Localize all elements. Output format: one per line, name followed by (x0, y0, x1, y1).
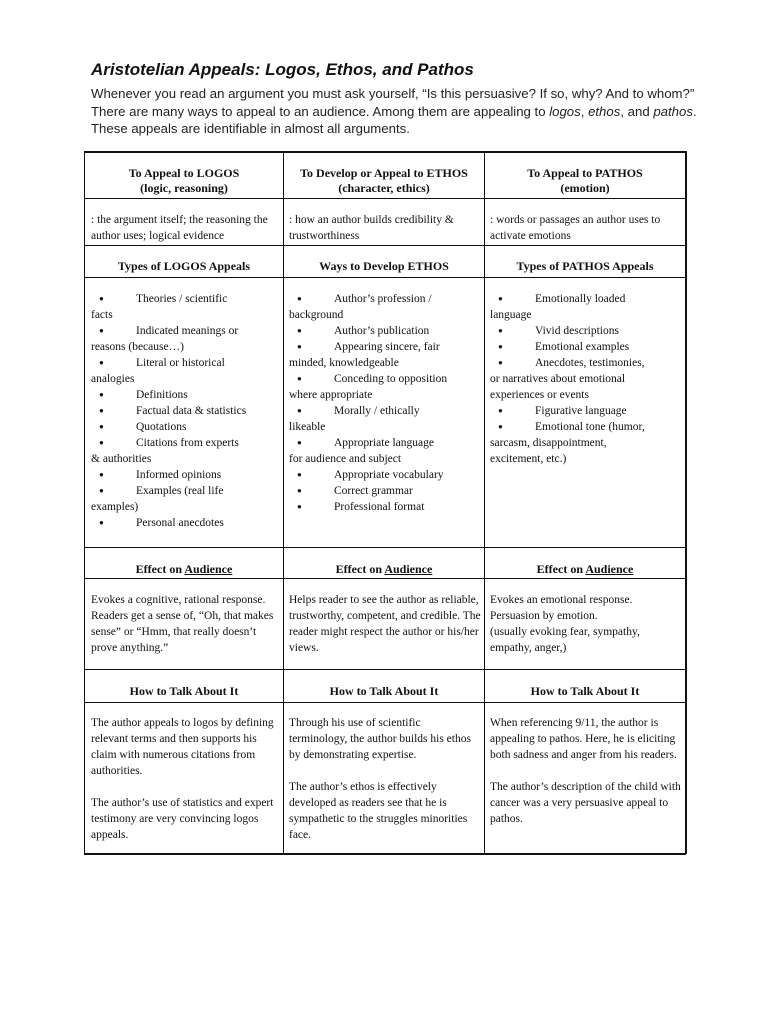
types-list-item-text: Appearing sincere, fair (334, 341, 440, 353)
effect-text (289, 592, 481, 656)
talk-example-line: testimony are very convincing logos (91, 813, 259, 825)
paragraph-gap (490, 763, 681, 779)
bullet-icon: ● (498, 342, 503, 351)
talk-example-line: terminology, the author builds his ethos (289, 733, 471, 745)
talk-example-line: developed as readers see that he is (289, 797, 447, 809)
types-list-item-text: excitement, etc.) (490, 453, 567, 465)
types-list-item (91, 515, 246, 531)
types-list-item (91, 387, 246, 403)
definition-line: : words or passages an author uses to (490, 214, 661, 226)
types-list-item-text: Emotionally loaded (535, 293, 626, 305)
intro-line-2: There are many ways to appeal to an audience. Among them are appealing to logos, ethos, and pathos. (91, 103, 697, 119)
effect-line: Evokes a cognitive, rational response. (91, 594, 266, 606)
talk-example-line: The author’s use of statistics and expert (91, 797, 274, 809)
types-list-item-text: Anecdotes, testimonies, (535, 357, 645, 369)
types-list-item-text: Appropriate language (334, 437, 434, 449)
types-list-item (289, 291, 447, 323)
types-list-item (91, 467, 246, 483)
talk-example-line: face. (289, 829, 312, 841)
types-list-item-text: Figurative language (535, 405, 627, 417)
table-border-bottom (84, 853, 686, 855)
bullet-icon: ● (498, 422, 503, 431)
effect-line: Persuasion by emotion. (490, 610, 598, 622)
types-list-item-text: examples) (91, 501, 139, 513)
types-list-item (91, 483, 246, 515)
types-list-item-text: Literal or historical (136, 357, 225, 369)
paragraph-gap (91, 779, 274, 795)
bullet-icon: ● (99, 406, 104, 415)
talk-examples (91, 715, 274, 843)
effect-line: prove anything.” (91, 642, 169, 654)
table-border-left (84, 151, 85, 854)
table-rule-types-heading (84, 277, 686, 278)
types-list (91, 291, 246, 531)
effect-line: reader might respect the author or his/her (289, 626, 479, 638)
types-list-item-text: Professional format (334, 501, 425, 513)
bullet-icon: ● (99, 470, 104, 479)
effect-line: sense” or “Hmm, that really doesn’t (91, 626, 257, 638)
types-list-item-text: experiences or events (490, 389, 589, 401)
logos-term: logos (549, 103, 581, 119)
bullet-icon: ● (297, 438, 302, 447)
types-list-item-text: facts (91, 309, 113, 321)
talk-examples (490, 715, 681, 827)
bullet-icon: ● (498, 406, 503, 415)
definition-line: trustworthiness (289, 230, 360, 242)
types-list-item-text: Emotional tone (humor, (535, 421, 645, 433)
definition-line: author uses; logical evidence (91, 230, 225, 242)
table-divider-1 (283, 151, 284, 854)
bullet-icon: ● (99, 422, 104, 431)
types-list-item (289, 371, 447, 403)
types-list-item-text: Emotional examples (535, 341, 630, 353)
types-list-item-text: analogies (91, 373, 135, 385)
bullet-icon: ● (99, 486, 104, 495)
talk-example-line: claim with numerous citations from (91, 749, 256, 761)
table-rule-effect (84, 669, 686, 670)
types-list-item (490, 419, 645, 467)
types-list-item-text: Factual data & statistics (136, 405, 247, 417)
types-list-item-text: Informed opinions (136, 469, 222, 481)
types-list-item (91, 403, 246, 419)
bullet-icon: ● (297, 342, 302, 351)
types-list-item (289, 403, 447, 435)
column-definition (91, 212, 268, 244)
table-rule-definition (84, 245, 686, 246)
definition-line: : the argument itself; the reasoning the (91, 214, 268, 226)
types-list-item-text: Author’s profession / (334, 293, 432, 305)
table-rule-talk-heading (84, 702, 686, 703)
effect-line: trustworthy, competent, and credible. The (289, 610, 481, 622)
effect-text (91, 592, 273, 656)
types-list-item-text: sarcasm, disappointment, (490, 437, 607, 449)
bullet-icon: ● (99, 390, 104, 399)
types-list-item (289, 467, 447, 483)
types-list-item-text: Theories / scientific (136, 293, 228, 305)
talk-example-line: both sadness and anger from his readers. (490, 749, 677, 761)
column-heading (84, 166, 284, 196)
types-list-item (490, 339, 645, 355)
intro-line-1: Whenever you read an argument you must ask yourself, “Is this persuasive? If so, why? And to whom?” (91, 86, 695, 101)
effect-line: Evokes an emotional response. (490, 594, 633, 606)
bullet-icon: ● (498, 358, 503, 367)
types-list-item-text: Quotations (136, 421, 187, 433)
types-list-item-text: background (289, 309, 344, 321)
table-rule-types (84, 547, 686, 548)
column-heading-subtitle: (emotion) (560, 181, 610, 195)
types-list-item-text: Conceding to opposition (334, 373, 448, 385)
types-list-item (289, 339, 447, 371)
effect-text (490, 592, 640, 656)
types-list-item-text: Author’s publication (334, 325, 430, 337)
effect-heading: Effect on Audience (536, 562, 634, 576)
talk-example-line: cancer was a very persuasive appeal to (490, 797, 669, 809)
types-list-item (289, 483, 447, 499)
bullet-icon: ● (297, 406, 302, 415)
types-list-item-text: Citations from experts (136, 437, 239, 449)
table-border-right (685, 151, 687, 854)
types-list-item-text: or narratives about emotional (490, 373, 626, 385)
bullet-icon: ● (297, 294, 302, 303)
types-list-item-text: Examples (real life (136, 485, 224, 497)
types-list-item (289, 323, 447, 339)
talk-example-line: The author’s description of the child with (490, 781, 681, 793)
table-divider-2 (484, 151, 485, 854)
types-list-item-text: & authorities (91, 453, 152, 465)
paragraph-gap (289, 763, 471, 779)
bullet-icon: ● (99, 294, 104, 303)
bullet-icon: ● (297, 374, 302, 383)
types-list-item-text: where appropriate (289, 389, 373, 401)
types-list-item (91, 323, 246, 355)
types-list-item-text: Definitions (136, 389, 188, 401)
talk-heading: How to Talk About It (329, 684, 439, 698)
bullet-icon: ● (99, 438, 104, 447)
types-list-item-text: Vivid descriptions (535, 325, 619, 337)
types-list-item-text: Correct grammar (334, 485, 413, 497)
effect-line: Readers get a sense of, “Oh, that makes (91, 610, 274, 622)
table-rule-effect-heading (84, 578, 686, 579)
intro-paragraph (91, 85, 731, 138)
types-list-item-text: Personal anecdotes (136, 517, 224, 529)
types-list-item (289, 499, 447, 515)
types-list-item (490, 355, 645, 403)
bullet-icon: ● (99, 358, 104, 367)
definition-line: activate emotions (490, 230, 571, 242)
talk-example-line: When referencing 9/11, the author is (490, 717, 659, 729)
types-list (490, 291, 645, 467)
types-list-item-text: Morally / ethically (334, 405, 420, 417)
types-list-item (289, 435, 447, 467)
types-heading: Ways to Develop ETHOS (319, 259, 449, 273)
bullet-icon: ● (297, 502, 302, 511)
bullet-icon: ● (297, 470, 302, 479)
talk-examples (289, 715, 471, 843)
bullet-icon: ● (297, 326, 302, 335)
bullet-icon: ● (297, 486, 302, 495)
talk-example-line: The author’s ethos is effectively (289, 781, 437, 793)
column-heading-subtitle: (logic, reasoning) (140, 181, 228, 195)
types-list-item-text: minded, knowledgeable (289, 357, 399, 369)
talk-example-line: pathos. (490, 813, 523, 825)
effect-heading: Effect on Audience (135, 562, 233, 576)
table-rule-header (84, 198, 686, 199)
column-heading (284, 166, 484, 196)
bullet-icon: ● (498, 294, 503, 303)
talk-example-line: appeals. (91, 829, 129, 841)
effect-heading: Effect on Audience (335, 562, 433, 576)
column-heading-title: To Develop or Appeal to ETHOS (300, 166, 468, 180)
table-border-top (84, 151, 686, 153)
column-definition (289, 212, 454, 244)
types-list-item-text: reasons (because…) (91, 341, 184, 353)
column-heading-title: To Appeal to LOGOS (128, 166, 240, 180)
types-list (289, 291, 447, 515)
types-list-item (490, 323, 645, 339)
talk-example-line: sympathetic to the struggles minorities (289, 813, 468, 825)
column-heading (485, 166, 685, 196)
types-list-item (91, 419, 246, 435)
talk-example-line: relevant terms and then supports his (91, 733, 257, 745)
types-list-item-text: for audience and subject (289, 453, 402, 465)
effect-line: (usually evoking fear, sympathy, (490, 626, 640, 638)
talk-example-line: Through his use of scientific (289, 717, 421, 729)
ethos-term: ethos (588, 103, 621, 119)
types-list-item (490, 403, 645, 419)
types-list-item-text: likeable (289, 421, 326, 433)
column-heading-subtitle: (character, ethics) (338, 181, 430, 195)
types-list-item (91, 355, 246, 387)
talk-example-line: appealing to pathos. Here, he is eliciting (490, 733, 676, 745)
column-definition (490, 212, 660, 244)
pathos-term: pathos (653, 103, 693, 119)
definition-line: : how an author builds credibility & (289, 214, 454, 226)
talk-heading: How to Talk About It (129, 684, 239, 698)
types-list-item-text: language (490, 309, 532, 321)
effect-line: empathy, anger,) (490, 642, 567, 654)
talk-heading: How to Talk About It (530, 684, 640, 698)
column-heading-title: To Appeal to PATHOS (527, 166, 643, 180)
intro-line-3: These appeals are identifiable in almost all arguments. (91, 121, 410, 136)
types-list-item (91, 291, 246, 323)
talk-example-line: The author appeals to logos by defining (91, 717, 274, 729)
bullet-icon: ● (99, 518, 104, 527)
types-list-item (490, 291, 645, 323)
page-title: Aristotelian Appeals: Logos, Ethos, and Pathos (91, 60, 474, 79)
types-heading: Types of LOGOS Appeals (117, 259, 251, 273)
types-list-item (91, 435, 246, 467)
talk-example-line: by demonstrating expertise. (289, 749, 417, 761)
types-heading: Types of PATHOS Appeals (516, 259, 654, 273)
effect-line: Helps reader to see the author as reliable, (289, 594, 479, 606)
bullet-icon: ● (498, 326, 503, 335)
types-list-item-text: Indicated meanings or (136, 325, 239, 337)
bullet-icon: ● (99, 326, 104, 335)
effect-line: views. (289, 642, 319, 654)
types-list-item-text: Appropriate vocabulary (334, 469, 444, 481)
talk-example-line: authorities. (91, 765, 143, 777)
